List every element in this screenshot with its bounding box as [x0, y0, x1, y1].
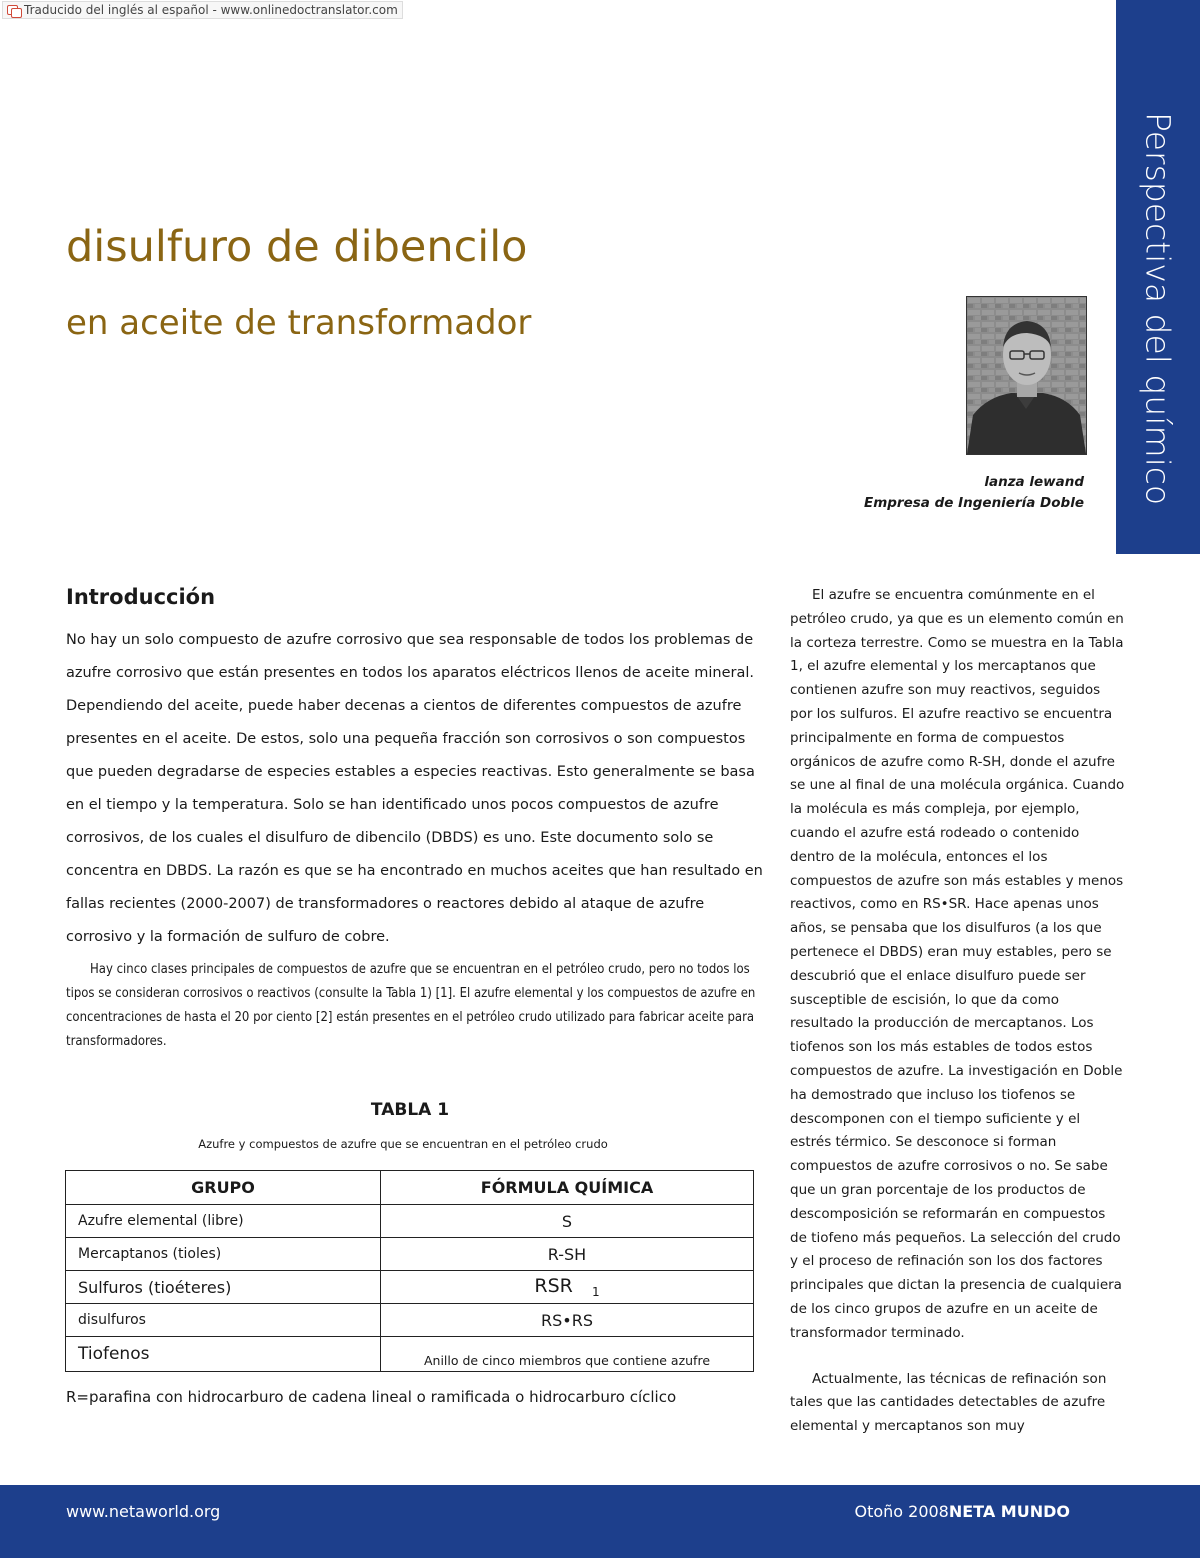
formula-cell — [381, 1271, 754, 1304]
table-row — [66, 1238, 754, 1271]
group-cell: Mercaptanos (tioles) — [66, 1238, 381, 1271]
author-byline — [864, 472, 1084, 514]
group-cell: disulfuros — [66, 1304, 381, 1337]
table-footnote: R=parafina con hidrocarburo de cadena lineal o ramificada o hidrocarburo cíclico — [66, 1388, 677, 1406]
article-subtitle: en aceite de transformador — [66, 303, 532, 343]
footer-issue-date: Otoño 2008 — [854, 1502, 949, 1521]
table-header-row — [66, 1171, 754, 1205]
section-side-tab — [1116, 0, 1200, 554]
formula-cell: S — [381, 1205, 754, 1238]
table-row — [66, 1205, 754, 1238]
formula-subscript: 1 — [591, 1285, 600, 1300]
group-cell: Tiofenos — [66, 1337, 381, 1372]
column-header-formula: FÓRMULA QUÍMICA — [381, 1171, 754, 1205]
page-footer — [0, 1485, 1200, 1558]
formula-cell: RS•RS — [381, 1304, 754, 1337]
intro-heading: Introducción — [66, 585, 216, 609]
table-caption: Azufre y compuestos de azufre que se encuentran en el petróleo crudo — [198, 1137, 608, 1151]
author-photo — [966, 296, 1087, 455]
translate-icon — [7, 5, 21, 16]
footer-url[interactable]: www.netaworld.org — [66, 1502, 221, 1521]
formula-cell: Anillo de cinco miembros que contiene azufre — [381, 1337, 754, 1372]
formula-cell: R-SH — [381, 1238, 754, 1271]
table-row — [66, 1337, 754, 1372]
footer-issue — [854, 1502, 1070, 1521]
intro-paragraph: No hay un solo compuesto de azufre corrosivo que sea responsable de todos los problemas de azufre corrosivo que están presentes en todos los aparatos eléctricos llenos de aceite mineral. Dependiendo del aceite, puede haber decenas a cientos de diferentes compuestos de azufre presentes en el aceite. De estos, solo una pequeña fracción son corrosivos o son compuestos que pueden degradarse de especies estables a especies reactivas. Esto generalmente se basa en el tiempo y la temperatura. Solo se han identificado unos pocos compuestos de azufre corrosivos, de los cuales el disulfuro de dibencilo (DBDS) es uno. Este documento solo se concentra en DBDS. La razón es que se ha encontrado en muchos aceites que han resultado en fallas recientes (2000-2007) de transformadores o reactores debido al ataque de azufre corrosivo y la formación de sulfuro de cobre. — [66, 632, 763, 945]
intro-paragraph-2: Hay cinco clases principales de compuestos de azufre que se encuentran en el petróleo crudo, pero no todos los tipos se consideran corrosivos o reactivos (consulte la Tabla 1) [1]. El azufre elemental y los compuestos de azufre en concentraciones de hasta el 20 por ciento [2] están presentes en el petróleo crudo utilizado para fabricar aceite para transformadores. — [66, 962, 756, 1049]
formula-text: RSR — [534, 1274, 573, 1297]
table-row — [66, 1271, 754, 1304]
table-row — [66, 1304, 754, 1337]
group-cell: Azufre elemental (libre) — [66, 1205, 381, 1238]
article-title: disulfuro de dibencilo — [66, 222, 528, 272]
footer-magazine: NETA MUNDO — [948, 1502, 1070, 1521]
banner-text: Traducido del inglés al español - www.onlinedoctranslator.com — [24, 3, 398, 17]
author-portrait-image — [967, 297, 1086, 454]
author-company: Empresa de Ingeniería Doble — [863, 495, 1084, 511]
table-title: TABLA 1 — [370, 1100, 450, 1120]
right-paragraph-2: Actualmente, las técnicas de refinación son tales que las cantidades detectables de azufre elemental y mercaptanos son muy — [790, 1370, 1107, 1435]
author-name: lanza lewand — [984, 474, 1084, 490]
group-cell: Sulfuros (tioéteres) — [66, 1271, 381, 1304]
section-label: Perspectiva del químico — [1138, 112, 1178, 506]
translator-banner[interactable] — [2, 1, 403, 19]
column-header-group: GRUPO — [66, 1171, 381, 1205]
sulfur-compounds-table — [65, 1170, 754, 1372]
right-column — [790, 584, 1125, 1439]
right-paragraph-1: El azufre se encuentra comúnmente en el petróleo crudo, ya que es un elemento común en la corteza terrestre. Como se muestra en la Tabla 1, el azufre elemental y los mercaptanos que contienen azufre son muy reactivos, seguidos por los sulfuros. El azufre reactivo se encuentra principalmente en forma de compuestos orgánicos de azufre como R-SH, donde el azufre se une al final de una molécula orgánica. Cuando la molécula es más compleja, por ejemplo, cuando el azufre está rodeado o contenido dentro de la molécula, entonces el los compuestos de azufre son más estables y menos reactivos, como en RS•SR. Hace apenas unos años, se pensaba que los disulfuros (a los que pertenece el DBDS) eran muy estables, pero se descubrió que el enlace disulfuro puede ser susceptible de escisión, lo que da como resultado la producción de mercaptanos. Los tiofenos son los más estables de todos estos compuestos de azufre. La investigación en Doble ha demostrado que incluso los tiofenos se descomponen con el tiempo suficiente y el estrés térmico. Se desconoce si forman compuestos de azufre corrosivos o no. Se sabe que un gran porcentaje de los productos de descomposición se reformarán en compuestos de tiofeno más pequeños. La selección del crudo y el proceso de refinación son los dos factores principales que dictan la presencia de cualquiera de los cinco grupos de azufre en un aceite de transformador terminado. — [790, 587, 1125, 1341]
